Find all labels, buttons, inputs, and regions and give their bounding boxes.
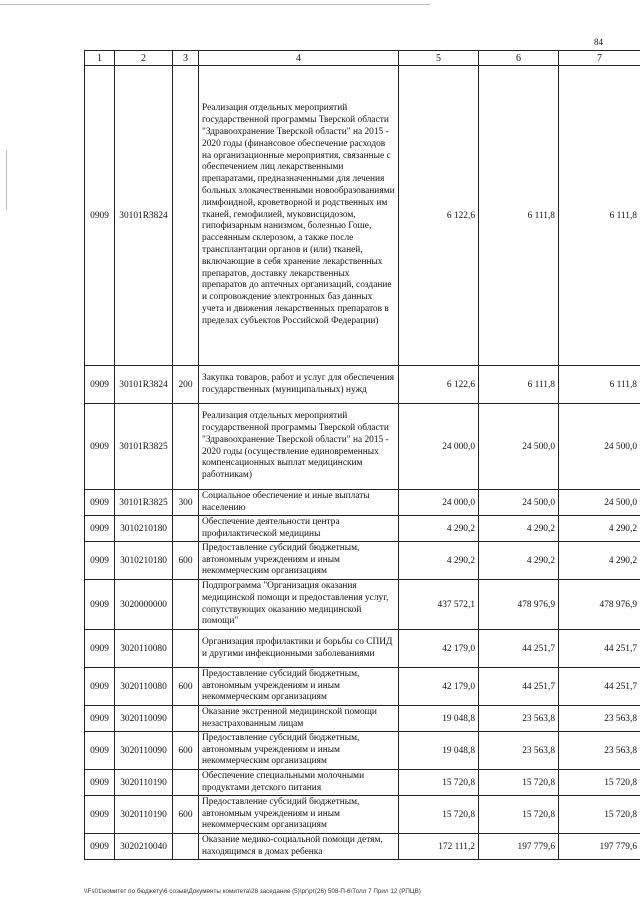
target-code: 3020110080 xyxy=(115,630,173,668)
expense-type: 600 xyxy=(173,668,199,706)
table-row xyxy=(85,516,640,542)
amount-col5: 6 122,6 xyxy=(399,366,479,404)
table-row xyxy=(85,580,640,630)
target-code: 30101R3824 xyxy=(115,66,173,366)
amount-col6: 4 290,2 xyxy=(479,542,559,580)
item-description: Реализация отдельных мероприятий государственной программы Тверской области "Здравоохранение Тверской области" на 2015 - 2020 годы (финансовое обеспечение расходов на организационные мероприятия, связанные с обеспечением лиц лекарственными препаратами, предназначенными для лечения больных злокачественными новообразованиями лимфоидной, кроветворной и родственных им тканей, гемофилией, муковисцидозом, гипофизарным нанизмом, болезнью Гоше, рассеянным склерозом, а также после трансплантации органов и (или) тканей, включающие в себя хранение лекарственных препаратов, доставку лекарственных препаратов до аптечных организаций, создание и сопровождение электронных баз данных учета и движения лекарственных препаратов в пределах субъектов Российской Федерации) xyxy=(199,66,399,366)
target-code: 3020110090 xyxy=(115,706,173,732)
item-description: Подпрограмма "Организация оказания медицинской помощи и предоставления услуг, сопутствующих оказанию медицинской помощи" xyxy=(199,580,399,630)
amount-col5: 437 572,1 xyxy=(399,580,479,630)
amount-col7: 44 251,7 xyxy=(559,630,640,668)
section-code: 0909 xyxy=(85,668,115,706)
table-row xyxy=(85,706,640,732)
section-code: 0909 xyxy=(85,796,115,834)
target-code: 3020110190 xyxy=(115,770,173,796)
item-description: Обеспечение специальными молочными продуктами детского питания xyxy=(199,770,399,796)
item-description: Закупка товаров, работ и услуг для обеспечения государственных (муниципальных) нужд xyxy=(199,366,399,404)
header-cell: 3 xyxy=(173,51,199,66)
expense-type xyxy=(173,630,199,668)
expense-type: 600 xyxy=(173,732,199,770)
table-row xyxy=(85,834,640,860)
amount-col5: 172 111,2 xyxy=(399,834,479,860)
item-description: Предоставление субсидий бюджетным, автономным учреждениям и иным некоммерческим организациям xyxy=(199,796,399,834)
section-code: 0909 xyxy=(85,706,115,732)
expense-type: 600 xyxy=(173,542,199,580)
section-code: 0909 xyxy=(85,490,115,516)
section-code: 0909 xyxy=(85,542,115,580)
amount-col6: 44 251,7 xyxy=(479,630,559,668)
target-code: 30101R3825 xyxy=(115,490,173,516)
amount-col7: 44 251,7 xyxy=(559,668,640,706)
expense-type xyxy=(173,66,199,366)
amount-col6: 6 111,8 xyxy=(479,66,559,366)
table-row xyxy=(85,490,640,516)
amount-col5: 19 048,8 xyxy=(399,732,479,770)
header-cell: 4 xyxy=(199,51,399,66)
amount-col6: 23 563,8 xyxy=(479,706,559,732)
expense-type xyxy=(173,834,199,860)
amount-col6: 15 720,8 xyxy=(479,770,559,796)
file-path-footer: \\Fs01\комитет по бюджету\6 созыв\Документы комитета\28 заседание (5)\рг\рг(26) 508-П-6\Толл 7 Прил 12 (РПЦВ) xyxy=(84,888,421,895)
table-row xyxy=(85,630,640,668)
scan-artifact-line xyxy=(6,150,7,210)
section-code: 0909 xyxy=(85,404,115,490)
section-code: 0909 xyxy=(85,66,115,366)
item-description: Предоставление субсидий бюджетным, автономным учреждениям и иным некоммерческим организациям xyxy=(199,668,399,706)
amount-col6: 4 290,2 xyxy=(479,516,559,542)
amount-col5: 6 122,6 xyxy=(399,66,479,366)
item-description: Организация профилактики и борьбы со СПИД и другими инфекционными заболеваниями xyxy=(199,630,399,668)
table-row xyxy=(85,796,640,834)
target-code: 30101R3825 xyxy=(115,404,173,490)
header-row xyxy=(85,51,640,66)
amount-col5: 24 000,0 xyxy=(399,490,479,516)
amount-col5: 42 179,0 xyxy=(399,668,479,706)
section-code: 0909 xyxy=(85,516,115,542)
amount-col7: 15 720,8 xyxy=(559,796,640,834)
expense-type: 300 xyxy=(173,490,199,516)
amount-col7: 24 500,0 xyxy=(559,404,640,490)
amount-col7: 24 500,0 xyxy=(559,490,640,516)
scan-artifact-line xyxy=(0,4,430,5)
table-row xyxy=(85,668,640,706)
amount-col5: 24 000,0 xyxy=(399,404,479,490)
amount-col5: 19 048,8 xyxy=(399,706,479,732)
amount-col7: 197 779,6 xyxy=(559,834,640,860)
header-cell: 1 xyxy=(85,51,115,66)
amount-col6: 15 720,8 xyxy=(479,796,559,834)
expense-type xyxy=(173,580,199,630)
item-description: Оказание экстренной медицинской помощи незастрахованным лицам xyxy=(199,706,399,732)
target-code: 3020110090 xyxy=(115,732,173,770)
amount-col6: 44 251,7 xyxy=(479,668,559,706)
header-cell: 2 xyxy=(115,51,173,66)
item-description: Обеспечение деятельности центра профилактической медицины xyxy=(199,516,399,542)
target-code: 3020110190 xyxy=(115,796,173,834)
expense-type: 600 xyxy=(173,796,199,834)
table-row xyxy=(85,542,640,580)
target-code: 30101R3824 xyxy=(115,366,173,404)
target-code: 3020110080 xyxy=(115,668,173,706)
amount-col6: 478 976,9 xyxy=(479,580,559,630)
amount-col5: 15 720,8 xyxy=(399,770,479,796)
item-description: Оказание медико-социальной помощи детям, находящимся в домах ребенка xyxy=(199,834,399,860)
expense-type xyxy=(173,404,199,490)
amount-col7: 4 290,2 xyxy=(559,542,640,580)
item-description: Предоставление субсидий бюджетным, автономным учреждениям и иным некоммерческим организациям xyxy=(199,542,399,580)
amount-col5: 4 290,2 xyxy=(399,516,479,542)
amount-col6: 197 779,6 xyxy=(479,834,559,860)
amount-col7: 23 563,8 xyxy=(559,706,640,732)
section-code: 0909 xyxy=(85,630,115,668)
item-description: Реализация отдельных мероприятий государственной программы Тверской области "Здравоохранение Тверской области" на 2015 - 2020 годы (осуществление единовременных компенсационных выплат медицинским работникам) xyxy=(199,404,399,490)
target-code: 3010210180 xyxy=(115,516,173,542)
expense-type xyxy=(173,770,199,796)
header-cell: 5 xyxy=(399,51,479,66)
amount-col6: 23 563,8 xyxy=(479,732,559,770)
header-cell: 6 xyxy=(479,51,559,66)
amount-col6: 6 111,8 xyxy=(479,366,559,404)
page-number: 84 xyxy=(594,37,603,47)
amount-col7: 6 111,8 xyxy=(559,366,640,404)
item-description: Социальное обеспечение и иные выплаты населению xyxy=(199,490,399,516)
section-code: 0909 xyxy=(85,770,115,796)
target-code: 3010210180 xyxy=(115,542,173,580)
table-row xyxy=(85,66,640,366)
amount-col5: 4 290,2 xyxy=(399,542,479,580)
section-code: 0909 xyxy=(85,834,115,860)
amount-col6: 24 500,0 xyxy=(479,490,559,516)
amount-col7: 478 976,9 xyxy=(559,580,640,630)
table-row xyxy=(85,404,640,490)
amount-col7: 15 720,8 xyxy=(559,770,640,796)
amount-col5: 42 179,0 xyxy=(399,630,479,668)
amount-col7: 4 290,2 xyxy=(559,516,640,542)
table-row xyxy=(85,770,640,796)
item-description: Предоставление субсидий бюджетным, автономным учреждениям и иным некоммерческим организациям xyxy=(199,732,399,770)
amount-col7: 23 563,8 xyxy=(559,732,640,770)
section-code: 0909 xyxy=(85,580,115,630)
expense-type xyxy=(173,706,199,732)
amount-col7: 6 111,8 xyxy=(559,66,640,366)
budget-table xyxy=(84,50,640,860)
header-cell: 7 xyxy=(559,51,640,66)
target-code: 3020000000 xyxy=(115,580,173,630)
section-code: 0909 xyxy=(85,732,115,770)
expense-type: 200 xyxy=(173,366,199,404)
table-row xyxy=(85,366,640,404)
amount-col6: 24 500,0 xyxy=(479,404,559,490)
target-code: 3020210040 xyxy=(115,834,173,860)
section-code: 0909 xyxy=(85,366,115,404)
expense-type xyxy=(173,516,199,542)
table-row xyxy=(85,732,640,770)
amount-col5: 15 720,8 xyxy=(399,796,479,834)
